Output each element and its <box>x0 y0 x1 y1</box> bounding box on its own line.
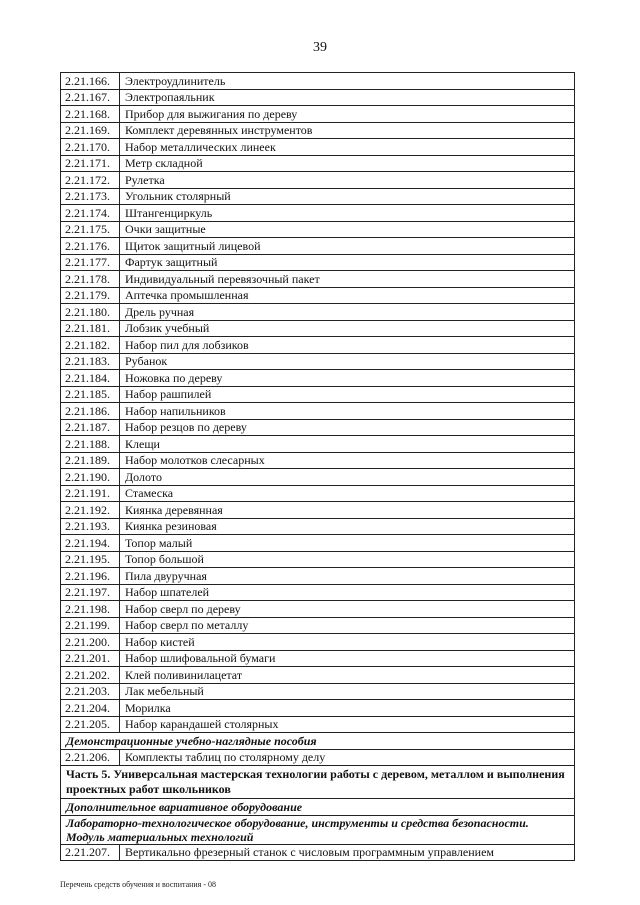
table-row <box>61 353 575 370</box>
section-heading-lab <box>61 815 575 844</box>
item-number: 2.21.198. <box>61 601 120 618</box>
item-name: Лобзик учебный <box>120 320 575 337</box>
item-name: Штангенциркуль <box>120 205 575 222</box>
footer-caption: Перечень средств обучения и воспитания - 08 <box>60 880 217 889</box>
item-number: 2.21.193. <box>61 518 120 535</box>
item-name: Щиток защитный лицевой <box>120 238 575 255</box>
item-number: 2.21.172. <box>61 172 120 189</box>
item-number: 2.21.204. <box>61 700 120 717</box>
table-row <box>61 535 575 552</box>
table-row <box>61 370 575 387</box>
item-name: Набор металлических линеек <box>120 139 575 156</box>
section-row <box>61 733 575 750</box>
item-number: 2.21.175. <box>61 221 120 238</box>
item-number: 2.21.167. <box>61 89 120 106</box>
item-name: Набор рашпилей <box>120 386 575 403</box>
table-row <box>61 386 575 403</box>
part-row <box>61 766 575 799</box>
table-row <box>61 419 575 436</box>
item-number: 2.21.181. <box>61 320 120 337</box>
equipment-rows-b <box>61 749 575 766</box>
item-name: Долото <box>120 469 575 486</box>
item-number: 2.21.176. <box>61 238 120 255</box>
item-name: Набор резцов по дереву <box>120 419 575 436</box>
item-number: 2.21.180. <box>61 304 120 321</box>
section-heading-demo: Демонстрационные учебно-наглядные пособия <box>61 733 575 750</box>
item-number: 2.21.190. <box>61 469 120 486</box>
item-name: Набор кистей <box>120 634 575 651</box>
item-name: Электроудлинитель <box>120 73 575 90</box>
table-row <box>61 749 575 766</box>
item-number: 2.21.206. <box>61 749 120 766</box>
item-number: 2.21.178. <box>61 271 120 288</box>
item-number: 2.21.186. <box>61 403 120 420</box>
item-number: 2.21.189. <box>61 452 120 469</box>
item-name: Очки защитные <box>120 221 575 238</box>
table-row <box>61 254 575 271</box>
section-demo-body <box>61 733 575 750</box>
table-row <box>61 205 575 222</box>
item-name: Набор шлифовальной бумаги <box>120 650 575 667</box>
item-number: 2.21.179. <box>61 287 120 304</box>
item-name: Морилка <box>120 700 575 717</box>
item-name: Прибор для выжигания по дереву <box>120 106 575 123</box>
item-name: Рулетка <box>120 172 575 189</box>
item-number: 2.21.194. <box>61 535 120 552</box>
item-number: 2.21.199. <box>61 617 120 634</box>
table-row <box>61 337 575 354</box>
table-row <box>61 700 575 717</box>
table-row <box>61 436 575 453</box>
item-number: 2.21.197. <box>61 584 120 601</box>
table-row <box>61 518 575 535</box>
item-number: 2.21.185. <box>61 386 120 403</box>
page-number: 39 <box>313 40 327 55</box>
item-number: 2.21.174. <box>61 205 120 222</box>
table-row <box>61 304 575 321</box>
section-lab-line2: Модуль материальных технологий <box>66 829 254 844</box>
item-name: Стамеска <box>120 485 575 502</box>
item-number: 2.21.168. <box>61 106 120 123</box>
table-row <box>61 221 575 238</box>
item-name: Фартук защитный <box>120 254 575 271</box>
table-row <box>61 844 575 861</box>
item-name: Рубанок <box>120 353 575 370</box>
table-row <box>61 617 575 634</box>
equipment-rows-c <box>61 844 575 861</box>
table-row <box>61 238 575 255</box>
item-name: Киянка резиновая <box>120 518 575 535</box>
item-name: Ножовка по дереву <box>120 370 575 387</box>
item-name: Комплект деревянных инструментов <box>120 122 575 139</box>
item-number: 2.21.205. <box>61 716 120 733</box>
table-row <box>61 601 575 618</box>
table-row <box>61 683 575 700</box>
item-number: 2.21.177. <box>61 254 120 271</box>
item-number: 2.21.191. <box>61 485 120 502</box>
item-name: Набор сверл по дереву <box>120 601 575 618</box>
item-name: Угольник столярный <box>120 188 575 205</box>
part5-body <box>61 766 575 845</box>
item-name: Топор большой <box>120 551 575 568</box>
table-row <box>61 485 575 502</box>
item-name: Набор молотков слесарных <box>120 452 575 469</box>
item-number: 2.21.173. <box>61 188 120 205</box>
item-name: Набор пил для лобзиков <box>120 337 575 354</box>
item-name: Пила двуручная <box>120 568 575 585</box>
item-name: Клей поливинилацетат <box>120 667 575 684</box>
table-row <box>61 568 575 585</box>
item-number: 2.21.187. <box>61 419 120 436</box>
item-name: Топор малый <box>120 535 575 552</box>
table-row <box>61 106 575 123</box>
item-number: 2.21.201. <box>61 650 120 667</box>
table-row <box>61 155 575 172</box>
item-name: Индивидуальный перевязочный пакет <box>120 271 575 288</box>
item-name: Дрель ручная <box>120 304 575 321</box>
equipment-table <box>60 72 575 861</box>
item-name: Аптечка промышленная <box>120 287 575 304</box>
item-number: 2.21.183. <box>61 353 120 370</box>
item-name: Киянка деревянная <box>120 502 575 519</box>
item-number: 2.21.202. <box>61 667 120 684</box>
table-row <box>61 403 575 420</box>
section-lab-line1: Лабораторно-технологическое оборудование, инструменты и средства безопасности. <box>66 815 529 830</box>
item-name: Набор шпателей <box>120 584 575 601</box>
item-number: 2.21.192. <box>61 502 120 519</box>
item-number: 2.21.170. <box>61 139 120 156</box>
table-row <box>61 502 575 519</box>
table-row <box>61 287 575 304</box>
table-row <box>61 188 575 205</box>
table-row <box>61 271 575 288</box>
equipment-rows-a <box>61 73 575 733</box>
item-number: 2.21.184. <box>61 370 120 387</box>
table-row <box>61 89 575 106</box>
item-number: 2.21.169. <box>61 122 120 139</box>
item-number: 2.21.203. <box>61 683 120 700</box>
item-name: Клещи <box>120 436 575 453</box>
table-row <box>61 584 575 601</box>
table-row <box>61 650 575 667</box>
item-name: Вертикально фрезерный станок с числовым программным управлением <box>120 844 575 861</box>
table-row <box>61 320 575 337</box>
item-name: Метр складной <box>120 155 575 172</box>
item-number: 2.21.188. <box>61 436 120 453</box>
item-number: 2.21.207. <box>61 844 120 861</box>
item-name: Набор карандашей столярных <box>120 716 575 733</box>
table-row <box>61 551 575 568</box>
item-name: Набор напильников <box>120 403 575 420</box>
table-row <box>61 634 575 651</box>
section-row <box>61 799 575 816</box>
section-heading-additional: Дополнительное вариативное оборудование <box>61 799 575 816</box>
item-name: Комплекты таблиц по столярному делу <box>120 749 575 766</box>
item-number: 2.21.166. <box>61 73 120 90</box>
section-row <box>61 815 575 844</box>
table-row <box>61 172 575 189</box>
item-number: 2.21.182. <box>61 337 120 354</box>
item-name: Набор сверл по металлу <box>120 617 575 634</box>
table-row <box>61 73 575 90</box>
item-number: 2.21.200. <box>61 634 120 651</box>
item-number: 2.21.196. <box>61 568 120 585</box>
table-row <box>61 716 575 733</box>
table-row <box>61 139 575 156</box>
item-number: 2.21.195. <box>61 551 120 568</box>
item-name: Лак мебельный <box>120 683 575 700</box>
table-row <box>61 667 575 684</box>
table-row <box>61 122 575 139</box>
item-number: 2.21.171. <box>61 155 120 172</box>
table-row <box>61 452 575 469</box>
part5-heading: Часть 5. Универсальная мастерская технологии работы с деревом, металлом и выполнения проектных работ школьников <box>61 766 575 799</box>
table-row <box>61 469 575 486</box>
item-name: Электропаяльник <box>120 89 575 106</box>
